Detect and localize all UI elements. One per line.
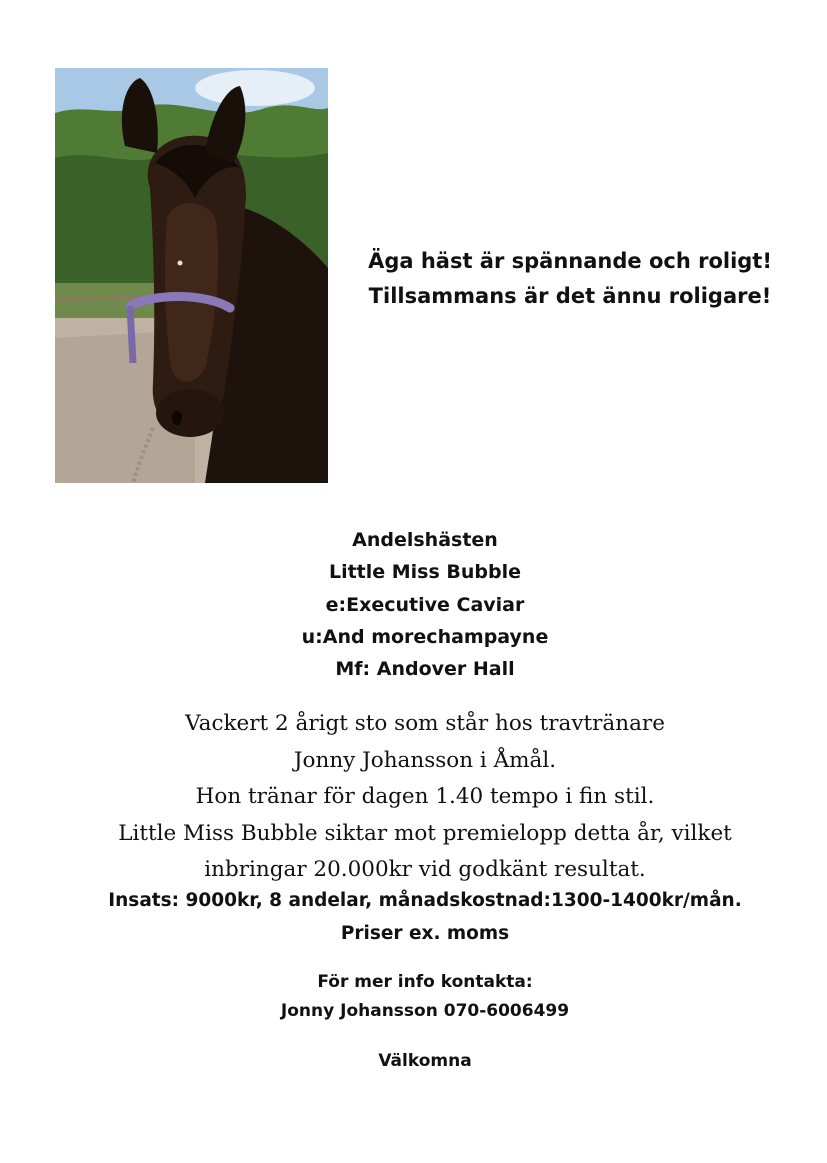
horse-name: Little Miss Bubble (328, 561, 522, 584)
welcome-text: Välkomna (378, 1051, 472, 1071)
tagline-line-1: Äga häst är spännande och roligt! (368, 249, 772, 273)
horse-sire: e:Executive Caviar (325, 593, 525, 616)
contact (0, 968, 827, 1026)
description-line-3: Hon tränar för dagen 1.40 tempo i fin stil. (195, 784, 655, 809)
pricing-line-2: Priser ex. moms (340, 922, 510, 944)
tagline-line-2: Tillsammans är det ännu roligare! (368, 284, 772, 308)
horse-heading: Andelshästen (352, 529, 498, 551)
description-line-1: Vackert 2 årigt sto som står hos travtränare (185, 711, 665, 736)
contact-person: Jonny Johansson 070-6006499 (280, 1001, 570, 1021)
description-line-2: Jonny Johansson i Åmål. (293, 747, 557, 773)
horse-illustration (55, 68, 328, 483)
pricing-line-1: Insats: 9000kr, 8 andelar, månadskostnad:1300-1400kr/mån. (108, 890, 742, 911)
horse-photo (55, 68, 328, 483)
pricing (0, 885, 827, 950)
description-line-5: inbringar 20.000kr vid godkänt resultat. (204, 857, 646, 882)
horse-damsire: Mf: Andover Hall (335, 658, 515, 681)
horse-dam: u:And morechampayne (301, 625, 549, 648)
contact-label: För mer info kontakta: (317, 972, 533, 992)
description (0, 706, 827, 889)
horse-info (0, 524, 827, 685)
tagline (335, 244, 805, 314)
description-line-4: Little Miss Bubble siktar mot premielopp detta år, vilket (118, 820, 732, 846)
